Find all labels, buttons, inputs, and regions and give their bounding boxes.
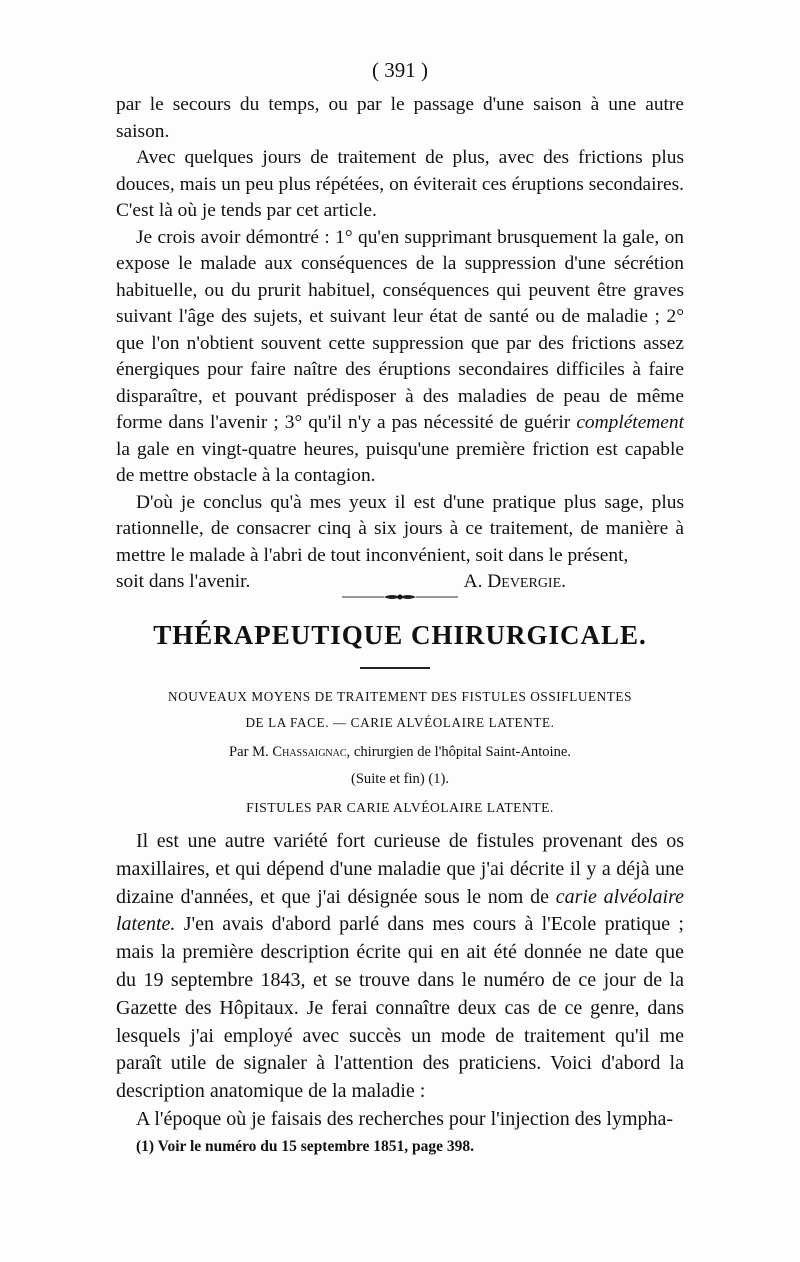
article-title-line: DE LA FACE. — CARIE ALVÉOLAIRE LATENTE.	[245, 715, 555, 730]
author-signature: A. Devergie.	[463, 571, 566, 592]
paragraph-text: A l'époque où je faisais des recherches pour l'injection des lympha-	[136, 1107, 674, 1130]
paragraph-text: Avec quelques jours de traitement de plus, avec des frictions plus douces, mais un peu plus répétées, on éviterait ces éruptions secondaires. C'est là où je tends par cet article.	[116, 147, 684, 221]
paragraph	[116, 92, 684, 145]
section-title: THÉRAPEUTIQUE CHIRURGICALE.	[153, 620, 647, 650]
paragraph-text: par le secours du temps, ou par le passage d'une saison à une autre saison.	[116, 94, 684, 142]
page-number: ( 391 )	[372, 58, 428, 82]
paragraph-text: J'en avais d'abord parlé dans mes cours à l'Ecole pratique ; mais la première description écrite qui en ait été donnée ne date que du 19 septembre 1843, et se trouve dans le numéro de ce jour de la Gazette des Hôpitaux. Je ferai connaître deux cas de ce genre, dans lesquels j'ai employé avec succès un mode de traitement qu'il me paraît utile de signaler à l'attention des praticiens. Voici d'abord la description anatomique de la maladie :	[116, 913, 684, 1103]
author-name: Chassaignac,	[272, 744, 351, 760]
footnote: (1) Voir le numéro du 15 septembre 1851, page 398.	[136, 1138, 474, 1155]
paragraph	[116, 145, 684, 225]
divider	[360, 667, 430, 669]
paragraph	[116, 225, 684, 490]
article-title-line: NOUVEAUX MOYENS DE TRAITEMENT DES FISTULES OSSIFLUENTES	[167, 689, 633, 704]
paragraph-text: Il est une autre variété fort curieuse de fistules provenant des os maxillaires, et qui dépend d'une maladie que j'ai décrite il y a déjà une dizaine d'années, et que j'ai désignée sous le nom de	[116, 830, 684, 908]
article-body	[116, 828, 684, 1134]
paragraph-text: soit dans l'avenir.	[116, 571, 251, 592]
paragraph	[116, 828, 684, 1106]
paragraph-text: D'où je conclus qu'à mes yeux il est d'une pratique plus sage, plus rationnelle, de consacrer cinq à six jours à ce traitement, de manière à mettre le malade à l'abri de tout inconvénient, soit dans le présent,	[116, 491, 684, 566]
byline-suffix: chirurgien de l'hôpital Saint-Antoine.	[353, 744, 572, 760]
ornament-divider	[0, 590, 800, 608]
emphasis: carie alvéolaire latente.	[116, 885, 685, 936]
byline	[0, 744, 800, 761]
emphasis: complétement	[576, 412, 684, 433]
subheading: FISTULES PAR CARIE ALVÉOLAIRE LATENTE.	[246, 800, 554, 815]
paragraph	[116, 1106, 684, 1134]
paragraph	[116, 490, 684, 570]
continuation-note: (Suite et fin) (1).	[350, 771, 450, 787]
article-conclusion	[116, 92, 684, 596]
byline-prefix: Par M.	[228, 744, 269, 760]
paragraph-text: Je crois avoir démontré : 1° qu'en supprimant brusquement la gale, on expose le malade aux conséquences de la suppression d'une sécrétion habituelle, ou du prurit habituel, conséquences qui peuvent être graves suivant l'âge des sujets, et suivant leur état de santé ou de maladie ; 2° que l'on n'obtient souvent cette suppression que par des frictions assez énergiques pour faire naître des éruptions secondaires difficiles à faire disparaître, et pouvant prédisposer à des maladies de peau de même forme dans l'avenir ; 3° qu'il n'y a pas nécessité de guérir	[116, 226, 684, 433]
paragraph-text: la gale en vingt-quatre heures, puisqu'une première friction est capable de mettre obstacle à la contagion.	[116, 438, 684, 486]
